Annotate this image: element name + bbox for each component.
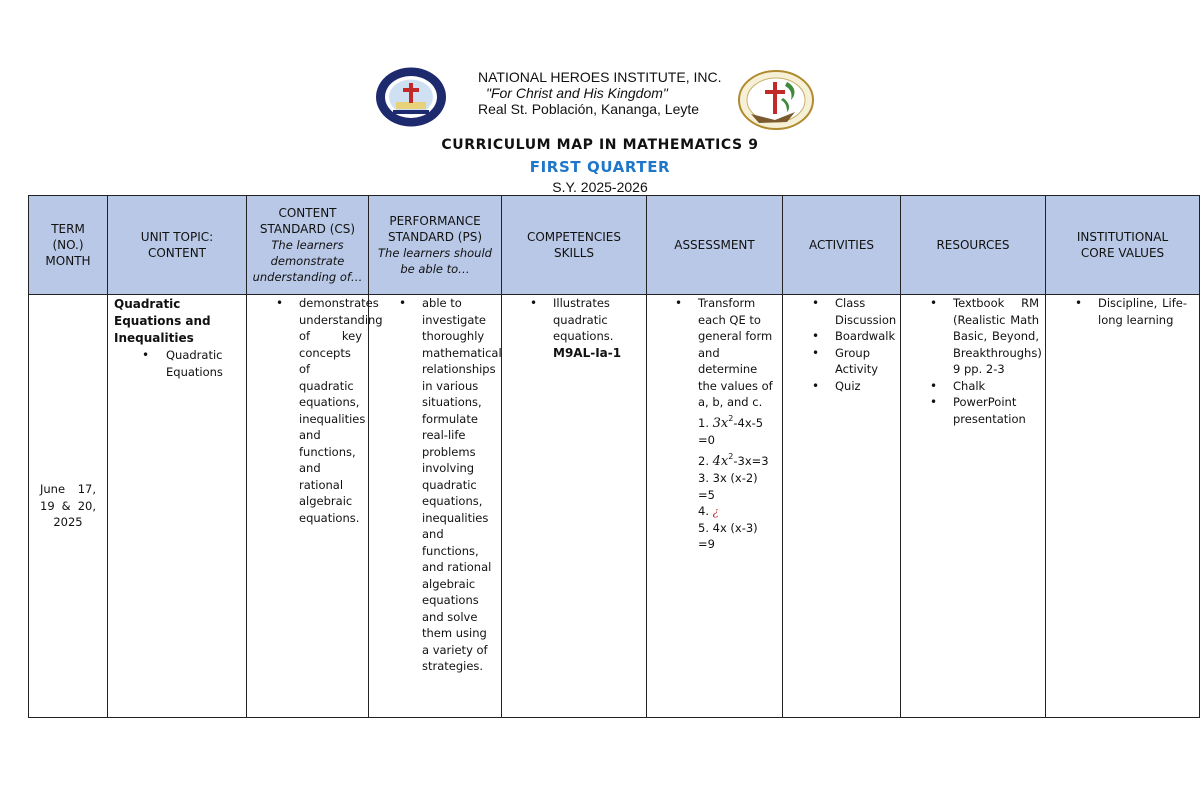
- item-number: 4.: [698, 504, 709, 518]
- header-ps-sub: be able to…: [400, 262, 470, 276]
- unit-heading: Quadratic Equations and Inequalities: [114, 297, 211, 345]
- header-ps-line: PERFORMANCE: [389, 214, 481, 228]
- cell-assessment: [647, 295, 783, 718]
- header-term-line: (NO.): [52, 238, 84, 252]
- document-title: CURRICULUM MAP IN MATHEMATICS 9: [441, 137, 759, 153]
- list-item: • Discipline, Life-long learning: [1098, 295, 1187, 328]
- competency-code: M9AL-Ia-1: [553, 345, 622, 360]
- variable: x: [720, 415, 729, 431]
- header-core-line: CORE VALUES: [1080, 246, 1165, 260]
- school-year: S.Y. 2025-2026: [552, 179, 648, 195]
- list-item: • Class Discussion: [835, 295, 894, 328]
- list-item: [698, 295, 774, 553]
- header-competencies: COMPETENCIES SKILLS: [502, 196, 647, 295]
- item-number: 3.: [698, 471, 709, 485]
- list-item: • Chalk: [953, 378, 1039, 395]
- header-unit-line: CONTENT: [147, 246, 207, 260]
- list-item: • Quadratic Equations: [166, 347, 240, 380]
- cell-resources: [901, 295, 1046, 718]
- assessment-item-3: [698, 470, 774, 503]
- list-item: • Textbook RM (Realistic Math Basic, Beyond, Breakthroughs) 9 pp. 2-3: [953, 295, 1039, 378]
- assessment-item-1: [698, 411, 774, 449]
- coefficient: 3: [712, 415, 721, 431]
- table-row: [29, 295, 1200, 718]
- exponent: 2: [728, 413, 734, 423]
- equation-rest: -4x-5 =0: [698, 415, 764, 447]
- institution-address: Real St. Población, Kananga, Leyte: [478, 101, 700, 117]
- cell-content-standard: [247, 295, 383, 718]
- term-dates: June 17, 19 & 20, 2025: [40, 482, 96, 530]
- exponent: 2: [728, 451, 734, 461]
- competency-text: Illustrates quadratic equations.: [553, 296, 614, 343]
- header-term-line: TERM: [51, 222, 85, 236]
- header-cs-line: STANDARD (CS): [259, 222, 356, 236]
- header-performance-standard: [369, 196, 502, 295]
- list-item: • Boardwalk: [835, 328, 894, 345]
- equation-text: 4x (x-3) =9: [698, 520, 758, 551]
- header-unit-line: UNIT TOPIC:: [140, 230, 214, 244]
- missing-equation-glyph: ¿: [712, 504, 719, 518]
- institution-info: [478, 69, 721, 117]
- cell-term: [29, 295, 108, 718]
- list-item: • Quiz: [835, 378, 894, 395]
- header-cs-line: CONTENT: [278, 206, 337, 220]
- header-assessment: ASSESSMENT: [647, 196, 783, 295]
- assessment-intro: Transform each QE to general form and determine the values of a, b, and c.: [698, 296, 773, 409]
- list-item: [553, 295, 638, 361]
- equation-text: 3x (x-2) =5: [698, 471, 758, 502]
- header-cs-sub: understanding of…: [252, 270, 363, 284]
- cell-performance-standard: [369, 295, 502, 718]
- institution-name: NATIONAL HEROES INSTITUTE, INC.: [478, 69, 722, 85]
- list-item: • Group Activity: [835, 345, 894, 378]
- header-cs-sub: The learners: [271, 238, 344, 252]
- equation-rest: -3x=3: [733, 453, 769, 468]
- institute-seal-logo: [374, 66, 448, 128]
- header-unit-topic: [108, 196, 247, 295]
- cell-activities: [783, 295, 901, 718]
- header-term-line: MONTH: [45, 254, 91, 268]
- header-cs-sub: demonstrate: [270, 254, 345, 268]
- institution-motto: "For Christ and His Kingdom": [486, 85, 668, 101]
- item-number: 1.: [698, 415, 709, 430]
- item-number: 5.: [698, 520, 709, 535]
- table-header-row: [29, 196, 1200, 295]
- list-item: • PowerPoint presentation: [953, 394, 1039, 427]
- quarter-title: FIRST QUARTER: [529, 158, 671, 176]
- header-content-standard: [247, 196, 369, 295]
- cell-unit-topic: [108, 295, 247, 718]
- item-number: 2.: [698, 453, 709, 468]
- header-resources: RESOURCES: [901, 196, 1046, 295]
- assessment-item-5: [698, 520, 774, 553]
- curriculum-map-table: [28, 195, 1200, 718]
- assessment-item-4: [698, 503, 774, 520]
- document-header: [0, 0, 1200, 195]
- church-seal-logo: [735, 68, 817, 132]
- cell-competencies: [502, 295, 647, 718]
- coefficient: 4: [712, 453, 721, 469]
- variable: x: [720, 453, 729, 469]
- header-ps-sub: The learners should: [378, 246, 492, 260]
- header-ps-line: STANDARD (PS): [387, 230, 483, 244]
- header-term: [29, 196, 108, 295]
- header-activities: ACTIVITIES: [783, 196, 901, 295]
- cell-core-values: [1046, 295, 1200, 718]
- header-core-line: INSTITUTIONAL: [1076, 230, 1169, 244]
- list-item: • able to investigate thoroughly mathematical relationships in various situations, formulate real-life problems involving quadratic equations, inequalities and functions, and rational algebraic equations and solve them using a variety of strategies.: [422, 295, 495, 675]
- header-core-values: [1046, 196, 1200, 295]
- list-item: • demonstrates understanding of key concepts of quadratic equations, inequalities and functions, and rational algebraic equations.: [299, 295, 362, 526]
- assessment-item-2: [698, 449, 774, 471]
